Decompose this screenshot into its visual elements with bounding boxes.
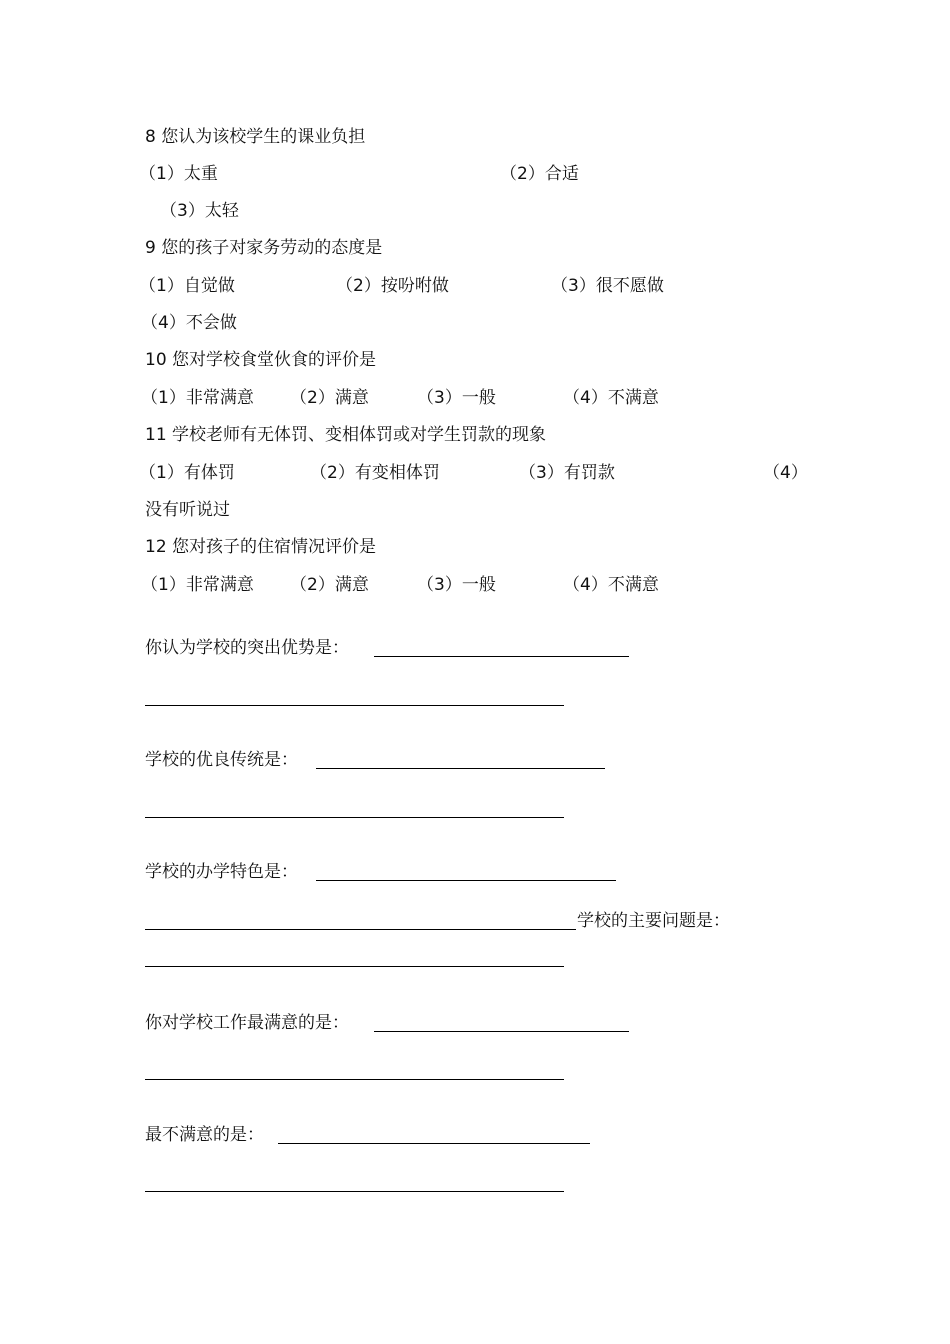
q8-question: 8 您认为该校学生的课业负担 <box>145 127 366 147</box>
q9-question: 9 您的孩子对家务劳动的态度是 <box>145 238 383 258</box>
q10-option-2: （2）满意 <box>290 388 369 408</box>
q8-option-3: （3）太轻 <box>160 201 239 221</box>
q12-option-1: （1）非常满意 <box>141 575 254 595</box>
q11-option-3: （3）有罚款 <box>519 463 615 483</box>
feature-blank-2[interactable] <box>145 929 576 930</box>
tradition-label: 学校的优良传统是： <box>145 750 298 770</box>
q10-option-4: （4）不满意 <box>563 388 659 408</box>
tradition-blank[interactable] <box>316 768 605 769</box>
q9-option-1: （1）自觉做 <box>139 276 235 296</box>
q9-option-3: （3）很不愿做 <box>551 276 664 296</box>
most-satisfied-label: 你对学校工作最满意的是： <box>145 1013 349 1033</box>
problem-blank[interactable] <box>145 966 564 967</box>
q11-option-4: （4） <box>763 463 808 483</box>
q10-question: 10 您对学校食堂伙食的评价是 <box>145 350 377 370</box>
q10-option-1: （1）非常满意 <box>141 388 254 408</box>
most-satisfied-blank-2[interactable] <box>145 1079 564 1080</box>
q12-option-2: （2）满意 <box>290 575 369 595</box>
least-satisfied-blank[interactable] <box>278 1143 590 1144</box>
q9-option-2: （2）按吩咐做 <box>336 276 449 296</box>
q9-option-4: （4）不会做 <box>141 313 237 333</box>
feature-blank[interactable] <box>316 880 616 881</box>
least-satisfied-blank-2[interactable] <box>145 1191 564 1192</box>
problem-label: 学校的主要问题是： <box>577 911 730 931</box>
least-satisfied-label: 最不满意的是： <box>145 1125 264 1145</box>
tradition-blank-2[interactable] <box>145 817 564 818</box>
most-satisfied-blank[interactable] <box>374 1031 629 1032</box>
q8-option-2: （2）合适 <box>500 164 579 184</box>
q8-option-1: （1）太重 <box>139 164 218 184</box>
advantage-blank-2[interactable] <box>145 705 564 706</box>
q12-option-3: （3）一般 <box>417 575 496 595</box>
q11-question: 11 学校老师有无体罚、变相体罚或对学生罚款的现象 <box>145 425 547 445</box>
q12-option-4: （4）不满意 <box>563 575 659 595</box>
q11-option-2: （2）有变相体罚 <box>310 463 440 483</box>
advantage-label: 你认为学校的突出优势是： <box>145 638 349 658</box>
feature-label: 学校的办学特色是： <box>145 862 298 882</box>
q10-option-3: （3）一般 <box>417 388 496 408</box>
advantage-blank[interactable] <box>374 656 629 657</box>
q12-question: 12 您对孩子的住宿情况评价是 <box>145 537 377 557</box>
q11-option-4-text: 没有听说过 <box>145 500 230 520</box>
q11-option-1: （1）有体罚 <box>139 463 235 483</box>
